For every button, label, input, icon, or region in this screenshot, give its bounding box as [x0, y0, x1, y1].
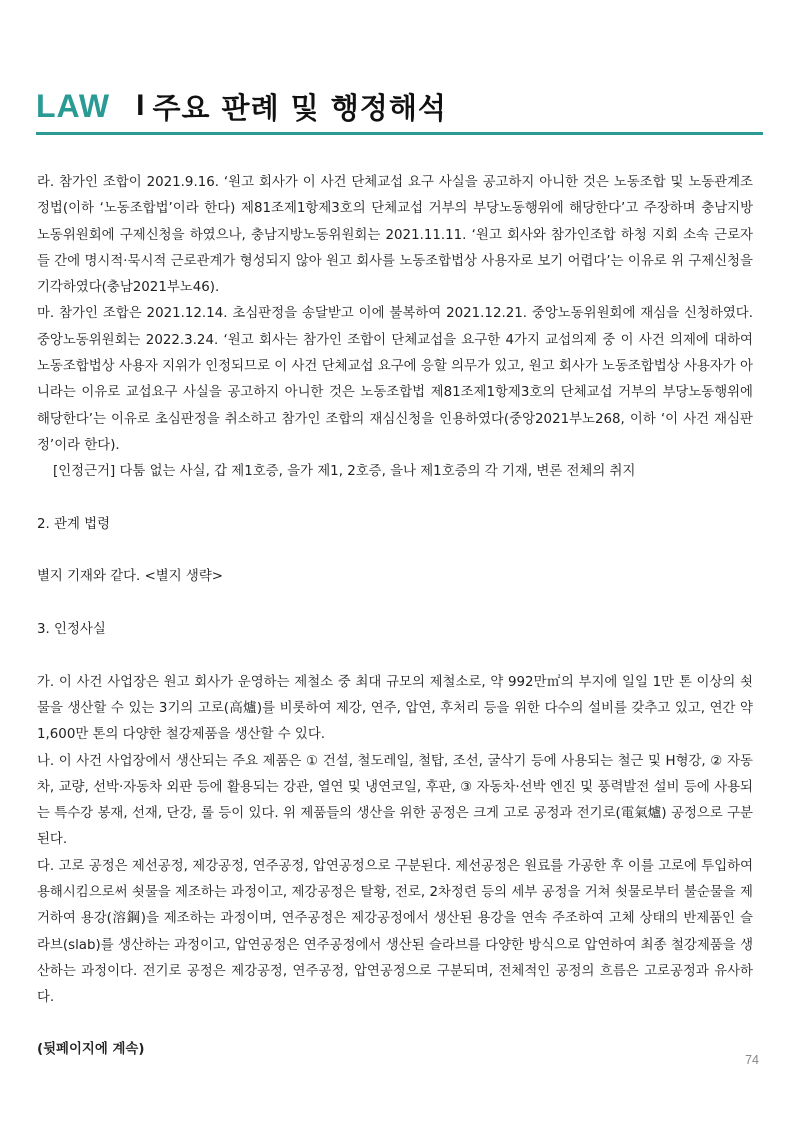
- paragraph-na: 나. 이 사건 사업장에서 생산되는 주요 제품은 ① 건설, 철도레일, 철탑, 조선, 굴삭기 등에 사용되는 철근 및 H형강, ② 자동차, 교량, 선박·자동차 외판 등에 활용되는 강관, 열연 및 냉연코일, 후판, ③ 자동차·선박 엔진 및 풍력발전 설비 등에 사용되는 특수강 봉재, 선재, 단강, 롤 등이 있다. 위 제품들의 생산을 위한 공정은 크게 고로 공정과 전기로(電氣爐) 공정으로 구분된다.: [37, 753, 753, 848]
- document-body: [37, 170, 753, 1057]
- page-number: 74: [745, 1053, 759, 1067]
- paragraph-ma: 마. 참가인 조합은 2021.12.14. 초심판정을 송달받고 이에 불복하여 2021.12.21. 중앙노동위원회에 재심을 신청하였다. 중앙노동위원회는 2022.3.24. ‘원고 회사는 참가인 조합이 단체교섭을 요구한 4가지 교섭의제 중 이 사건 의제에 대하여 노동조합법상 사용자 지위가 인정되므로 이 사건 단체교섭 요구에 응할 의무가 있고, 원고 회사가 노동조합법상 사용자가 아니라는 이유로 교섭요구 사실을 공고하지 아니한 것은 노동조합법 제81조제1항제3호의 단체교섭 거부의 부당노동행위에 해당한다’는 이유로 초심판정을 취소하고 참가인 조합의 재심신청을 인용하였다(중앙2021부노268, 이하 ‘이 사건 재심판정’이라 한다).: [37, 306, 753, 453]
- paragraph-ra: 라. 참가인 조합이 2021.9.16. ‘원고 회사가 이 사건 단체교섭 요구 사실을 공고하지 아니한 것은 노동조합 및 노동관계조정법(이하 ‘노동조합법’이라 한다) 제81조제1항제3호의 단체교섭 거부의 부당노동행위에 해당한다’고 주장하며 충남지방노동위원회에 구제신청을 하였으나, 충남지방노동위원회는 2021.11.11. ‘원고 회사와 참가인조합 하청 지회 소속 근로자들 간에 명시적·묵시적 근로관계가 형성되지 않아 원고 회사를 노동조합법상 사용자로 보기 어렵다’는 이유로 위 구제신청을 기각하였다(충남2021부노46).: [37, 175, 753, 296]
- related-laws-text: 별지 기재와 같다. <별지 생략>: [37, 569, 224, 585]
- law-label: LAW: [36, 87, 111, 124]
- page-header: [36, 86, 762, 126]
- heading-facts: 3. 인정사실: [37, 622, 106, 638]
- section-title: 주요 판례 및 행정해석: [152, 90, 447, 125]
- evidence-basis: [인정근거] 다툼 없는 사실, 갑 제1호증, 을가 제1, 2호증, 을나 제1호증의 각 기재, 변론 전체의 취지: [53, 464, 636, 480]
- heading-related-laws: 2. 관계 법령: [37, 516, 111, 532]
- paragraph-da: 다. 고로 공정은 제선공정, 제강공정, 연주공정, 압연공정으로 구분된다. 제선공정은 원료를 가공한 후 이를 고로에 투입하여 용해시킴으로써 쇳물을 제조하는 과정이고, 제강공정은 탈황, 전로, 2차정련 등의 세부 공정을 거쳐 쇳물로부터 불순물을 제거하여 용강(溶鋼)을 제조하는 과정이며, 연주공정은 제강공정에서 생산된 용강을 연속 주조하여 고체 상태의 반제품인 슬라브(slab)를 생산하는 과정이고, 압연공정은 연주공정에서 생산된 슬라브를 다양한 방식으로 압연하여 최종 철강제품을 생산하는 과정이다. 전기로 공정은 제강공정, 연주공정, 압연공정으로 구분되며, 전체적인 공정의 흐름은 고로공정과 유사하다.: [37, 858, 753, 1006]
- header-rule: [36, 132, 763, 135]
- paragraph-ga: 가. 이 사건 사업장은 원고 회사가 운영하는 제철소 중 최대 규모의 제철소로, 약 992만㎡의 부지에 일일 1만 톤 이상의 쇳물을 생산할 수 있는 3기의 고로(高爐)를 비롯하여 제강, 연주, 압연, 후처리 등을 위한 다수의 설비를 갖추고 있고, 연간 약 1,600만 톤의 다양한 철강제품을 생산할 수 있다.: [37, 674, 753, 743]
- continued-note: (뒷페이지에 계속): [37, 1041, 145, 1057]
- header-divider: I: [136, 89, 145, 122]
